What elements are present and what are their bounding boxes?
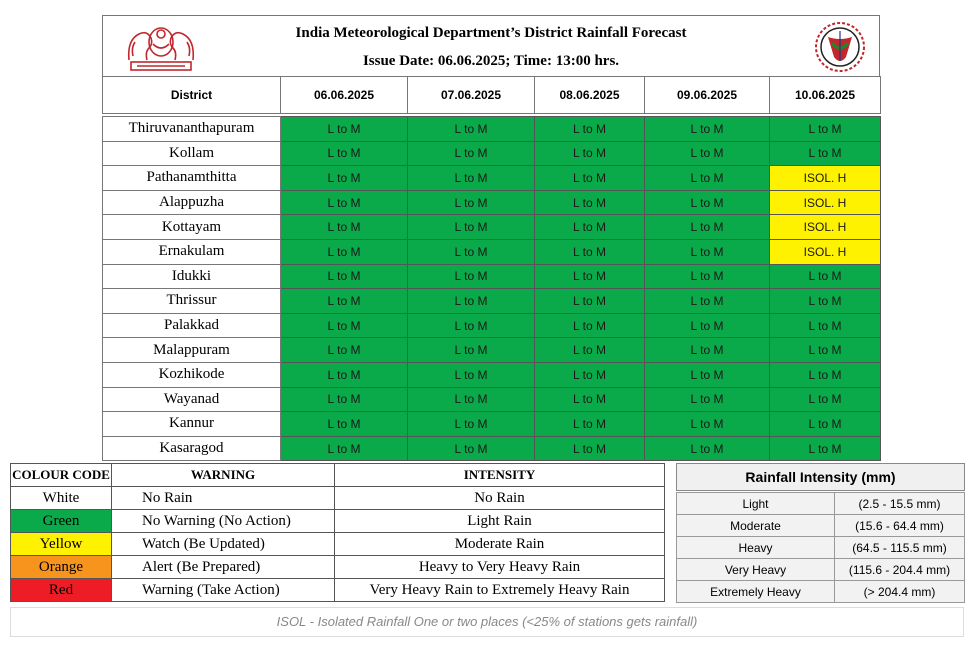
intensity-cell: Moderate Rain — [335, 533, 665, 556]
forecast-cell: L to M — [408, 117, 535, 142]
legend-header-row — [11, 464, 665, 487]
district-name: Thiruvananthapuram — [103, 117, 281, 142]
colour-code-cell: Green — [11, 510, 112, 533]
forecast-cell: L to M — [408, 190, 535, 215]
forecast-cell: L to M — [281, 338, 408, 363]
table-row — [103, 166, 881, 191]
forecast-cell: L to M — [281, 313, 408, 338]
intensity-row — [677, 537, 965, 559]
forecast-cell: L to M — [535, 239, 645, 264]
forecast-cell: L to M — [535, 215, 645, 240]
intensity-row — [677, 515, 965, 537]
table-row — [103, 412, 881, 437]
forecast-header — [102, 15, 880, 77]
forecast-cell: L to M — [281, 117, 408, 142]
forecast-cell: L to M — [645, 289, 770, 314]
forecast-cell: L to M — [281, 239, 408, 264]
colour-code-header: COLOUR CODE — [11, 464, 112, 487]
warning-cell: Watch (Be Updated) — [112, 533, 335, 556]
forecast-cell: L to M — [535, 362, 645, 387]
forecast-cell: L to M — [645, 215, 770, 240]
forecast-cell: L to M — [408, 239, 535, 264]
district-name: Idukki — [103, 264, 281, 289]
date-column-header: 09.06.2025 — [645, 77, 770, 114]
forecast-cell: L to M — [535, 412, 645, 437]
intensity-label: Light — [677, 493, 835, 515]
forecast-cell: L to M — [770, 362, 881, 387]
intensity-label: Extremely Heavy — [677, 581, 835, 603]
isol-footnote: ISOL - Isolated Rainfall One or two places (<25% of stations gets rainfall) — [10, 607, 964, 637]
table-row — [103, 215, 881, 240]
forecast-cell: L to M — [408, 289, 535, 314]
forecast-cell: L to M — [645, 239, 770, 264]
forecast-cell: L to M — [645, 338, 770, 363]
date-column-header: 10.06.2025 — [770, 77, 881, 114]
forecast-cell: L to M — [645, 313, 770, 338]
district-name: Pathanamthitta — [103, 166, 281, 191]
district-name: Alappuzha — [103, 190, 281, 215]
issue-date: Issue Date: 06.06.2025; Time: 13:00 hrs. — [362, 53, 620, 69]
table-row — [103, 436, 881, 461]
table-row — [103, 289, 881, 314]
forecast-cell: L to M — [645, 362, 770, 387]
intensity-range: (2.5 - 15.5 mm) — [835, 493, 965, 515]
rainfall-intensity-title: Rainfall Intensity (mm) — [677, 464, 965, 491]
imd-logo-icon — [814, 21, 866, 73]
forecast-cell: ISOL. H — [770, 190, 881, 215]
district-name: Thrissur — [103, 289, 281, 314]
forecast-cell: L to M — [645, 141, 770, 166]
forecast-cell: L to M — [408, 338, 535, 363]
forecast-cell: L to M — [535, 117, 645, 142]
colour-code-cell: Orange — [11, 556, 112, 579]
district-name: Ernakulam — [103, 239, 281, 264]
forecast-cell: L to M — [535, 190, 645, 215]
legend-row — [11, 510, 665, 533]
forecast-cell: L to M — [645, 387, 770, 412]
district-name: Palakkad — [103, 313, 281, 338]
legend-row — [11, 556, 665, 579]
forecast-cell: L to M — [645, 436, 770, 461]
forecast-cell: ISOL. H — [770, 166, 881, 191]
district-forecast-table — [102, 76, 881, 461]
district-name: Malappuram — [103, 338, 281, 363]
colour-code-cell: Yellow — [11, 533, 112, 556]
table-row — [103, 264, 881, 289]
forecast-cell: L to M — [408, 264, 535, 289]
table-row — [103, 117, 881, 142]
table-row — [103, 190, 881, 215]
forecast-cell: L to M — [408, 436, 535, 461]
forecast-cell: L to M — [281, 264, 408, 289]
intensity-header: INTENSITY — [335, 464, 665, 487]
forecast-cell: L to M — [281, 190, 408, 215]
legend-row — [11, 487, 665, 510]
forecast-cell: L to M — [408, 362, 535, 387]
forecast-cell: L to M — [535, 436, 645, 461]
rainfall-intensity-header-row — [677, 464, 965, 491]
colour-code-cell: White — [11, 487, 112, 510]
rainfall-intensity-table — [676, 463, 965, 603]
forecast-cell: ISOL. H — [770, 215, 881, 240]
intensity-label: Very Heavy — [677, 559, 835, 581]
warning-cell: No Rain — [112, 487, 335, 510]
table-row — [103, 239, 881, 264]
table-row — [103, 338, 881, 363]
forecast-cell: L to M — [770, 264, 881, 289]
intensity-label: Heavy — [677, 537, 835, 559]
intensity-row — [677, 493, 965, 515]
forecast-cell: L to M — [770, 412, 881, 437]
legend-row — [11, 533, 665, 556]
intensity-range: (15.6 - 64.4 mm) — [835, 515, 965, 537]
intensity-cell: No Rain — [335, 487, 665, 510]
intensity-label: Moderate — [677, 515, 835, 537]
table-row — [103, 141, 881, 166]
date-column-header: 08.06.2025 — [535, 77, 645, 114]
intensity-range: (115.6 - 204.4 mm) — [835, 559, 965, 581]
forecast-cell: L to M — [535, 264, 645, 289]
forecast-cell: L to M — [408, 313, 535, 338]
district-name: Kollam — [103, 141, 281, 166]
intensity-row — [677, 581, 965, 603]
forecast-cell: L to M — [408, 412, 535, 437]
intensity-range: (> 204.4 mm) — [835, 581, 965, 603]
warning-header: WARNING — [112, 464, 335, 487]
warning-cell: Alert (Be Prepared) — [112, 556, 335, 579]
forecast-cell: L to M — [770, 117, 881, 142]
district-name: Kottayam — [103, 215, 281, 240]
forecast-cell: L to M — [408, 141, 535, 166]
forecast-cell: L to M — [645, 264, 770, 289]
district-name: Wayanad — [103, 387, 281, 412]
forecast-cell: L to M — [535, 338, 645, 363]
forecast-cell: L to M — [645, 166, 770, 191]
forecast-title: India Meteorological Department’s District Rainfall Forecast — [295, 25, 687, 41]
intensity-cell: Heavy to Very Heavy Rain — [335, 556, 665, 579]
forecast-cell: L to M — [770, 313, 881, 338]
district-name: Kozhikode — [103, 362, 281, 387]
forecast-cell: L to M — [281, 141, 408, 166]
colour-code-table — [10, 463, 665, 602]
forecast-cell: L to M — [281, 362, 408, 387]
forecast-cell: L to M — [645, 190, 770, 215]
forecast-cell: L to M — [408, 387, 535, 412]
forecast-cell: L to M — [770, 141, 881, 166]
forecast-cell: L to M — [645, 412, 770, 437]
forecast-cell: L to M — [535, 387, 645, 412]
forecast-cell: L to M — [408, 166, 535, 191]
district-name: Kasaragod — [103, 436, 281, 461]
forecast-cell: L to M — [281, 412, 408, 437]
warning-cell: No Warning (No Action) — [112, 510, 335, 533]
district-column-header: District — [103, 77, 281, 114]
forecast-header-row — [103, 77, 881, 114]
forecast-cell: L to M — [535, 289, 645, 314]
forecast-cell: L to M — [535, 141, 645, 166]
intensity-cell: Light Rain — [335, 510, 665, 533]
table-row — [103, 387, 881, 412]
warning-cell: Warning (Take Action) — [112, 579, 335, 602]
forecast-cell: L to M — [281, 436, 408, 461]
forecast-cell: L to M — [770, 338, 881, 363]
date-column-header: 06.06.2025 — [281, 77, 408, 114]
district-name: Kannur — [103, 412, 281, 437]
forecast-cell: L to M — [770, 436, 881, 461]
intensity-range: (64.5 - 115.5 mm) — [835, 537, 965, 559]
forecast-cell: L to M — [281, 289, 408, 314]
forecast-cell: L to M — [770, 289, 881, 314]
forecast-cell: L to M — [645, 117, 770, 142]
forecast-cell: ISOL. H — [770, 239, 881, 264]
date-column-header: 07.06.2025 — [408, 77, 535, 114]
forecast-cell: L to M — [281, 215, 408, 240]
forecast-cell: L to M — [770, 387, 881, 412]
forecast-cell: L to M — [281, 387, 408, 412]
colour-code-cell: Red — [11, 579, 112, 602]
intensity-row — [677, 559, 965, 581]
legend-row — [11, 579, 665, 602]
forecast-cell: L to M — [535, 166, 645, 191]
intensity-cell: Very Heavy Rain to Extremely Heavy Rain — [335, 579, 665, 602]
forecast-cell: L to M — [281, 166, 408, 191]
table-row — [103, 362, 881, 387]
forecast-cell: L to M — [535, 313, 645, 338]
forecast-cell: L to M — [408, 215, 535, 240]
table-row — [103, 313, 881, 338]
